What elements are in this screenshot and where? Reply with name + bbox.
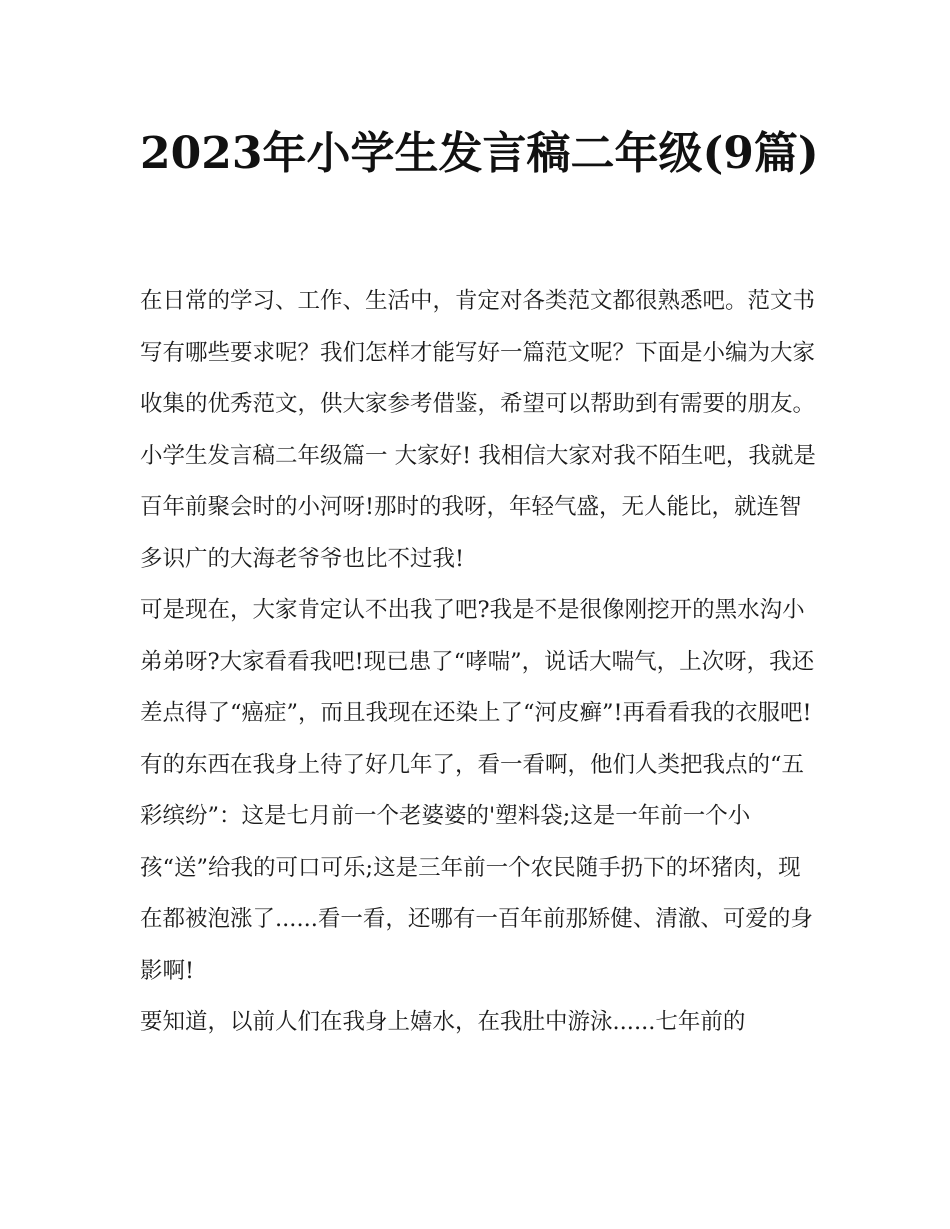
- document-body: [140, 276, 820, 1049]
- paragraph-3: 要知道，以前人们在我身上嬉水，在我肚中游泳......七年前的: [140, 1009, 746, 1035]
- paragraph-1: 小学生发言稿二年级篇一 大家好! 我相信大家对我不陌生吧，我就是百年前聚会时的小河呀!那时的我呀，年轻气盛，无人能比，就连智多识广的大海老爷爷也比不过我!: [140, 442, 816, 572]
- paragraph-intro: 在日常的学习、工作、生活中，肯定对各类范文都很熟悉吧。范文书写有哪些要求呢？我们怎样才能写好一篇范文呢？下面是小编为大家收集的优秀范文，供大家参考借鉴，希望可以帮助到有需要的朋友。: [140, 288, 816, 417]
- document-title: 2023年小学生发言稿二年级(9篇): [140, 128, 819, 179]
- paragraph-2: 可是现在，大家肯定认不出我了吧?我是不是很像刚挖开的黑水沟小弟弟呀?大家看看我吧!现已患了“哮喘”，说话大喘气，上次呀，我还差点得了“癌症”，而且我现在还染上了“河皮癣”!再看看我的衣服吧!有的东西在我身上待了好几年了，看一看啊，他们人类把我点的“五彩缤纷”：这是七月前一个老婆婆的'塑料袋;这是一年前一个小孩“送”给我的可口可乐;这是三年前一个农民随手扔下的坏猪肉，现在都被泡涨了......看一看，还哪有一百年前那矫健、清澈、可爱的身影啊!: [140, 597, 815, 984]
